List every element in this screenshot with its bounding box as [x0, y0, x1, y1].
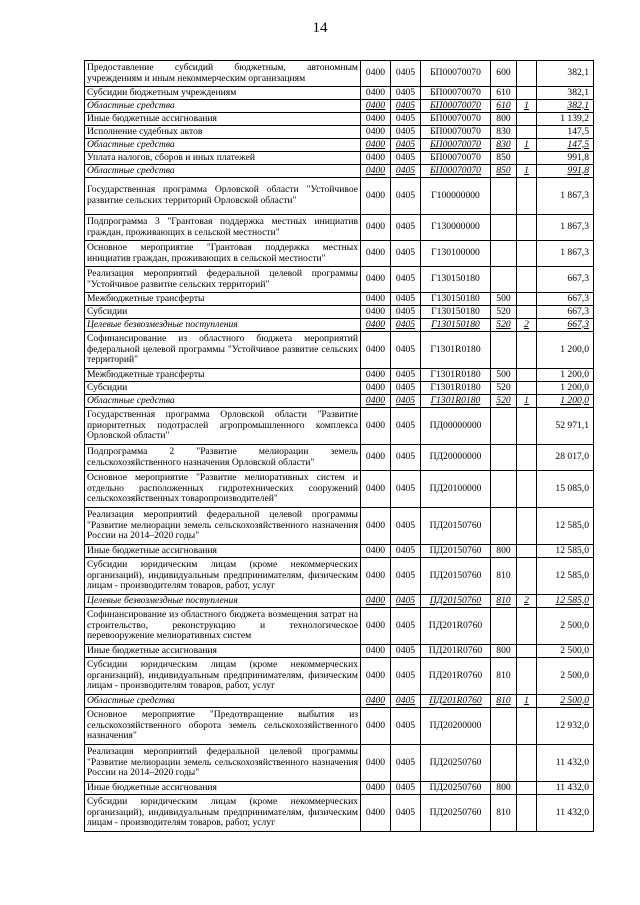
row-target-article-cell: БП00070070 — [421, 152, 491, 165]
row-target-article-cell: Г130000000 — [421, 215, 491, 241]
row-amount-cell: 667,3 — [537, 293, 594, 306]
row-name-cell: Основное мероприятие "Предотвращение выбытия из сельскохозяйственного оборота земель сельскохозяйственного назначения" — [85, 708, 361, 745]
table-row — [85, 745, 594, 782]
row-subsection-cell: 0405 — [391, 61, 421, 87]
row-expense-type-cell: 520 — [491, 306, 517, 319]
row-source-cell — [517, 558, 537, 595]
row-source-cell: 1 — [517, 139, 537, 152]
row-section-cell: 0400 — [361, 139, 391, 152]
row-expense-type-cell: 500 — [491, 369, 517, 382]
table-row — [85, 545, 594, 558]
row-name-cell: Государственная программа Орловской области "Развитие приоритетных подотраслей агропромышленного комплекса Орловской области" — [85, 408, 361, 445]
row-target-article-cell: Г100000000 — [421, 178, 491, 215]
row-subsection-cell: 0405 — [391, 113, 421, 126]
row-section-cell: 0400 — [361, 708, 391, 745]
row-subsection-cell: 0405 — [391, 87, 421, 100]
row-expense-type-cell: 810 — [491, 658, 517, 695]
row-subsection-cell: 0405 — [391, 178, 421, 215]
row-expense-type-cell: 810 — [491, 795, 517, 832]
table-row — [85, 695, 594, 708]
row-source-cell: 1 — [517, 695, 537, 708]
table-row — [85, 126, 594, 139]
row-subsection-cell: 0405 — [391, 708, 421, 745]
row-amount-cell: 1 200,0 — [537, 382, 594, 395]
row-source-cell — [517, 545, 537, 558]
table-row — [85, 471, 594, 508]
row-amount-cell: 1 867,3 — [537, 241, 594, 267]
row-name-cell: Подпрограмма 2 "Развитие мелиорации земель сельскохозяйственного назначения Орловской области" — [85, 445, 361, 471]
row-source-cell: 2 — [517, 595, 537, 608]
row-amount-cell: 382,1 — [537, 100, 594, 113]
row-name-cell: Областные средства — [85, 695, 361, 708]
row-name-cell: Софинансирование из областного бюджета мероприятий федеральной целевой программы "Устойчивое развитие сельских территорий" — [85, 332, 361, 369]
row-amount-cell: 1 139,2 — [537, 113, 594, 126]
row-target-article-cell: ПД20250760 — [421, 795, 491, 832]
row-amount-cell: 147,5 — [537, 126, 594, 139]
row-section-cell: 0400 — [361, 471, 391, 508]
row-section-cell: 0400 — [361, 293, 391, 306]
table-row — [85, 332, 594, 369]
row-section-cell: 0400 — [361, 215, 391, 241]
row-amount-cell: 2 500,0 — [537, 645, 594, 658]
row-subsection-cell: 0405 — [391, 745, 421, 782]
row-section-cell: 0400 — [361, 782, 391, 795]
row-name-cell: Предоставление субсидий бюджетным, автономным учреждениям и иным некоммерческим организациям — [85, 61, 361, 87]
row-expense-type-cell: 520 — [491, 319, 517, 332]
row-subsection-cell: 0405 — [391, 658, 421, 695]
row-target-article-cell: ПД00000000 — [421, 408, 491, 445]
row-name-cell: Субсидии юридическим лицам (кроме некоммерческих организаций), индивидуальным предпринимателям, физическим лицам - производителям товаров, работ, услуг — [85, 558, 361, 595]
row-amount-cell: 2 500,0 — [537, 608, 594, 645]
row-subsection-cell: 0405 — [391, 382, 421, 395]
row-amount-cell: 991,8 — [537, 165, 594, 178]
row-source-cell — [517, 658, 537, 695]
row-section-cell: 0400 — [361, 165, 391, 178]
row-target-article-cell: ПД20150760 — [421, 595, 491, 608]
row-amount-cell: 1 200,0 — [537, 332, 594, 369]
table-row — [85, 382, 594, 395]
row-name-cell: Целевые безвозмездные поступления — [85, 595, 361, 608]
row-name-cell: Межбюджетные трансферты — [85, 369, 361, 382]
row-section-cell: 0400 — [361, 369, 391, 382]
row-target-article-cell: БП00070070 — [421, 139, 491, 152]
row-expense-type-cell: 500 — [491, 293, 517, 306]
row-name-cell: Областные средства — [85, 165, 361, 178]
row-amount-cell: 12 585,0 — [537, 545, 594, 558]
row-section-cell: 0400 — [361, 595, 391, 608]
row-subsection-cell: 0405 — [391, 100, 421, 113]
row-amount-cell: 11 432,0 — [537, 782, 594, 795]
row-source-cell — [517, 608, 537, 645]
row-name-cell: Областные средства — [85, 395, 361, 408]
row-section-cell: 0400 — [361, 395, 391, 408]
row-target-article-cell: ПД201R0760 — [421, 608, 491, 645]
row-expense-type-cell — [491, 408, 517, 445]
table-row — [85, 558, 594, 595]
table-row — [85, 178, 594, 215]
row-amount-cell: 1 200,0 — [537, 369, 594, 382]
row-amount-cell: 991,8 — [537, 152, 594, 165]
row-name-cell: Реализация мероприятий федеральной целевой программы "Устойчивое развитие сельских территорий" — [85, 267, 361, 293]
table-row — [85, 139, 594, 152]
row-target-article-cell: ПД20150760 — [421, 558, 491, 595]
row-section-cell: 0400 — [361, 178, 391, 215]
row-amount-cell: 52 971,1 — [537, 408, 594, 445]
row-source-cell — [517, 745, 537, 782]
row-section-cell: 0400 — [361, 61, 391, 87]
row-subsection-cell: 0405 — [391, 408, 421, 445]
row-subsection-cell: 0405 — [391, 695, 421, 708]
row-source-cell: 1 — [517, 395, 537, 408]
row-section-cell: 0400 — [361, 645, 391, 658]
row-section-cell: 0400 — [361, 267, 391, 293]
table-row — [85, 645, 594, 658]
row-expense-type-cell: 800 — [491, 645, 517, 658]
row-source-cell — [517, 215, 537, 241]
row-section-cell: 0400 — [361, 113, 391, 126]
budget-table — [84, 60, 594, 832]
row-target-article-cell: БП00070070 — [421, 100, 491, 113]
row-target-article-cell: Г1301R0180 — [421, 332, 491, 369]
row-amount-cell: 147,5 — [537, 139, 594, 152]
row-source-cell — [517, 152, 537, 165]
row-section-cell: 0400 — [361, 241, 391, 267]
row-subsection-cell: 0405 — [391, 608, 421, 645]
row-target-article-cell: ПД201R0760 — [421, 658, 491, 695]
row-source-cell — [517, 508, 537, 545]
table-row — [85, 267, 594, 293]
row-expense-type-cell — [491, 267, 517, 293]
row-section-cell: 0400 — [361, 558, 391, 595]
row-subsection-cell: 0405 — [391, 445, 421, 471]
row-target-article-cell: ПД20150760 — [421, 545, 491, 558]
row-target-article-cell: ПД20200000 — [421, 708, 491, 745]
row-expense-type-cell — [491, 608, 517, 645]
row-target-article-cell: БП00070070 — [421, 165, 491, 178]
row-source-cell: 2 — [517, 319, 537, 332]
row-expense-type-cell — [491, 445, 517, 471]
row-amount-cell: 1 867,3 — [537, 215, 594, 241]
row-expense-type-cell: 610 — [491, 87, 517, 100]
row-expense-type-cell: 800 — [491, 782, 517, 795]
row-expense-type-cell: 800 — [491, 545, 517, 558]
row-expense-type-cell: 520 — [491, 395, 517, 408]
row-amount-cell: 667,3 — [537, 319, 594, 332]
row-section-cell: 0400 — [361, 152, 391, 165]
row-expense-type-cell — [491, 215, 517, 241]
table-row — [85, 445, 594, 471]
row-target-article-cell: Г130150180 — [421, 306, 491, 319]
row-amount-cell: 382,1 — [537, 87, 594, 100]
table-row — [85, 61, 594, 87]
row-source-cell — [517, 61, 537, 87]
row-subsection-cell: 0405 — [391, 782, 421, 795]
table-row — [85, 152, 594, 165]
row-source-cell — [517, 408, 537, 445]
row-section-cell: 0400 — [361, 608, 391, 645]
row-name-cell: Реализация мероприятий федеральной целевой программы "Развитие мелиорации земель сельскохозяйственного назначения России на 2014–2020 годы" — [85, 508, 361, 545]
table-row — [85, 395, 594, 408]
row-subsection-cell: 0405 — [391, 332, 421, 369]
row-name-cell: Субсидии юридическим лицам (кроме некоммерческих организаций), индивидуальным предпринимателям, физическим лицам - производителям товаров, работ, услуг — [85, 658, 361, 695]
row-name-cell: Межбюджетные трансферты — [85, 293, 361, 306]
row-expense-type-cell: 830 — [491, 139, 517, 152]
table-row — [85, 608, 594, 645]
row-name-cell: Иные бюджетные ассигнования — [85, 545, 361, 558]
row-amount-cell: 382,1 — [537, 61, 594, 87]
row-name-cell: Основное мероприятие "Развитие мелиоративных систем и отдельно расположенных гидротехнических сооружений сельскохозяйственных товаропроизводителей" — [85, 471, 361, 508]
row-source-cell — [517, 445, 537, 471]
row-amount-cell: 2 500,0 — [537, 658, 594, 695]
row-name-cell: Подпрограмма 3 "Грантовая поддержка местных инициатив граждан, проживающих в сельской местности" — [85, 215, 361, 241]
row-name-cell: Софинансирование из областного бюджета возмещения затрат на строительство, реконструкцию и технологическое перевооружение мелиоративных систем — [85, 608, 361, 645]
row-name-cell: Субсидии — [85, 306, 361, 319]
row-subsection-cell: 0405 — [391, 267, 421, 293]
table-row — [85, 293, 594, 306]
row-source-cell — [517, 87, 537, 100]
row-target-article-cell: ПД201R0760 — [421, 645, 491, 658]
row-source-cell — [517, 332, 537, 369]
row-target-article-cell: Г130150180 — [421, 319, 491, 332]
row-source-cell — [517, 782, 537, 795]
row-amount-cell: 1 867,3 — [537, 178, 594, 215]
row-expense-type-cell: 520 — [491, 382, 517, 395]
row-expense-type-cell — [491, 471, 517, 508]
row-name-cell: Целевые безвозмездные поступления — [85, 319, 361, 332]
row-section-cell: 0400 — [361, 306, 391, 319]
table-row — [85, 508, 594, 545]
table-row — [85, 595, 594, 608]
budget-table-body — [85, 61, 594, 832]
table-row — [85, 87, 594, 100]
row-expense-type-cell: 610 — [491, 100, 517, 113]
row-source-cell — [517, 382, 537, 395]
row-subsection-cell: 0405 — [391, 508, 421, 545]
row-subsection-cell: 0405 — [391, 471, 421, 508]
row-expense-type-cell: 810 — [491, 558, 517, 595]
row-section-cell: 0400 — [361, 87, 391, 100]
row-amount-cell: 28 017,0 — [537, 445, 594, 471]
row-section-cell: 0400 — [361, 382, 391, 395]
row-source-cell — [517, 369, 537, 382]
row-subsection-cell: 0405 — [391, 165, 421, 178]
row-source-cell — [517, 795, 537, 832]
row-amount-cell: 2 500,0 — [537, 695, 594, 708]
table-row — [85, 782, 594, 795]
row-target-article-cell: ПД20100000 — [421, 471, 491, 508]
row-subsection-cell: 0405 — [391, 595, 421, 608]
row-amount-cell: 11 432,0 — [537, 745, 594, 782]
row-target-article-cell: Г130150180 — [421, 293, 491, 306]
row-amount-cell: 667,3 — [537, 267, 594, 293]
row-source-cell — [517, 645, 537, 658]
row-section-cell: 0400 — [361, 545, 391, 558]
row-target-article-cell: ПД20250760 — [421, 782, 491, 795]
row-section-cell: 0400 — [361, 332, 391, 369]
row-name-cell: Иные бюджетные ассигнования — [85, 113, 361, 126]
row-expense-type-cell: 800 — [491, 113, 517, 126]
row-expense-type-cell — [491, 332, 517, 369]
row-target-article-cell: Г1301R0180 — [421, 382, 491, 395]
row-subsection-cell: 0405 — [391, 215, 421, 241]
row-name-cell: Областные средства — [85, 139, 361, 152]
row-subsection-cell: 0405 — [391, 126, 421, 139]
row-source-cell — [517, 293, 537, 306]
row-target-article-cell: БП00070070 — [421, 61, 491, 87]
row-expense-type-cell — [491, 708, 517, 745]
row-name-cell: Субсидии юридическим лицам (кроме некоммерческих организаций), индивидуальным предпринимателям, физическим лицам - производителям товаров, работ, услуг — [85, 795, 361, 832]
table-row — [85, 658, 594, 695]
row-amount-cell: 1 200,0 — [537, 395, 594, 408]
table-row — [85, 369, 594, 382]
row-source-cell — [517, 306, 537, 319]
row-name-cell: Субсидии бюджетным учреждениям — [85, 87, 361, 100]
row-target-article-cell: БП00070070 — [421, 126, 491, 139]
row-source-cell — [517, 471, 537, 508]
row-subsection-cell: 0405 — [391, 241, 421, 267]
row-subsection-cell: 0405 — [391, 369, 421, 382]
row-target-article-cell: Г130150180 — [421, 267, 491, 293]
table-row — [85, 165, 594, 178]
row-subsection-cell: 0405 — [391, 558, 421, 595]
row-name-cell: Реализация мероприятий федеральной целевой программы "Развитие мелиорации земель сельскохозяйственного назначения России на 2014–2020 годы" — [85, 745, 361, 782]
table-row — [85, 241, 594, 267]
row-source-cell — [517, 241, 537, 267]
page-number: 14 — [312, 20, 328, 36]
row-expense-type-cell — [491, 745, 517, 782]
row-section-cell: 0400 — [361, 658, 391, 695]
row-section-cell: 0400 — [361, 100, 391, 113]
row-amount-cell: 12 585,0 — [537, 595, 594, 608]
row-amount-cell: 667,3 — [537, 306, 594, 319]
row-subsection-cell: 0405 — [391, 795, 421, 832]
row-section-cell: 0400 — [361, 745, 391, 782]
row-expense-type-cell — [491, 178, 517, 215]
row-target-article-cell: Г130100000 — [421, 241, 491, 267]
table-row — [85, 708, 594, 745]
row-expense-type-cell — [491, 241, 517, 267]
row-amount-cell: 12 585,0 — [537, 508, 594, 545]
row-name-cell: Иные бюджетные ассигнования — [85, 645, 361, 658]
row-target-article-cell: БП00070070 — [421, 113, 491, 126]
row-source-cell — [517, 267, 537, 293]
row-section-cell: 0400 — [361, 408, 391, 445]
row-target-article-cell: Г1301R0180 — [421, 369, 491, 382]
row-expense-type-cell: 600 — [491, 61, 517, 87]
row-amount-cell: 12 585,0 — [537, 558, 594, 595]
row-source-cell — [517, 113, 537, 126]
table-row — [85, 408, 594, 445]
row-expense-type-cell — [491, 508, 517, 545]
row-source-cell — [517, 178, 537, 215]
row-section-cell: 0400 — [361, 508, 391, 545]
row-subsection-cell: 0405 — [391, 395, 421, 408]
row-source-cell: 1 — [517, 100, 537, 113]
row-section-cell: 0400 — [361, 445, 391, 471]
row-subsection-cell: 0405 — [391, 319, 421, 332]
row-subsection-cell: 0405 — [391, 545, 421, 558]
row-expense-type-cell: 850 — [491, 165, 517, 178]
row-name-cell: Областные средства — [85, 100, 361, 113]
row-section-cell: 0400 — [361, 126, 391, 139]
row-subsection-cell: 0405 — [391, 152, 421, 165]
row-subsection-cell: 0405 — [391, 645, 421, 658]
row-amount-cell: 15 085,0 — [537, 471, 594, 508]
row-amount-cell: 12 932,0 — [537, 708, 594, 745]
row-name-cell: Основное мероприятие "Грантовая поддержка местных инициатив граждан, проживающих в сельской местности" — [85, 241, 361, 267]
row-source-cell — [517, 126, 537, 139]
row-subsection-cell: 0405 — [391, 139, 421, 152]
row-target-article-cell: ПД20250760 — [421, 745, 491, 782]
row-name-cell: Исполнение судебных актов — [85, 126, 361, 139]
row-target-article-cell: ПД20150760 — [421, 508, 491, 545]
row-target-article-cell: ПД201R0760 — [421, 695, 491, 708]
row-target-article-cell: Г1301R0180 — [421, 395, 491, 408]
row-expense-type-cell: 810 — [491, 695, 517, 708]
row-source-cell — [517, 708, 537, 745]
row-section-cell: 0400 — [361, 795, 391, 832]
row-expense-type-cell: 830 — [491, 126, 517, 139]
row-expense-type-cell: 810 — [491, 595, 517, 608]
table-row — [85, 100, 594, 113]
row-name-cell: Субсидии — [85, 382, 361, 395]
row-target-article-cell: БП00070070 — [421, 87, 491, 100]
table-row — [85, 113, 594, 126]
row-name-cell: Иные бюджетные ассигнования — [85, 782, 361, 795]
row-expense-type-cell: 850 — [491, 152, 517, 165]
table-row — [85, 306, 594, 319]
row-name-cell: Уплата налогов, сборов и иных платежей — [85, 152, 361, 165]
table-row — [85, 215, 594, 241]
row-source-cell: 1 — [517, 165, 537, 178]
row-section-cell: 0400 — [361, 319, 391, 332]
row-name-cell: Государственная программа Орловской области "Устойчивое развитие сельских территорий Орловской области" — [85, 178, 361, 215]
row-subsection-cell: 0405 — [391, 293, 421, 306]
row-section-cell: 0400 — [361, 695, 391, 708]
row-subsection-cell: 0405 — [391, 306, 421, 319]
row-amount-cell: 11 432,0 — [537, 795, 594, 832]
table-row — [85, 795, 594, 832]
row-target-article-cell: ПД20000000 — [421, 445, 491, 471]
table-row — [85, 319, 594, 332]
